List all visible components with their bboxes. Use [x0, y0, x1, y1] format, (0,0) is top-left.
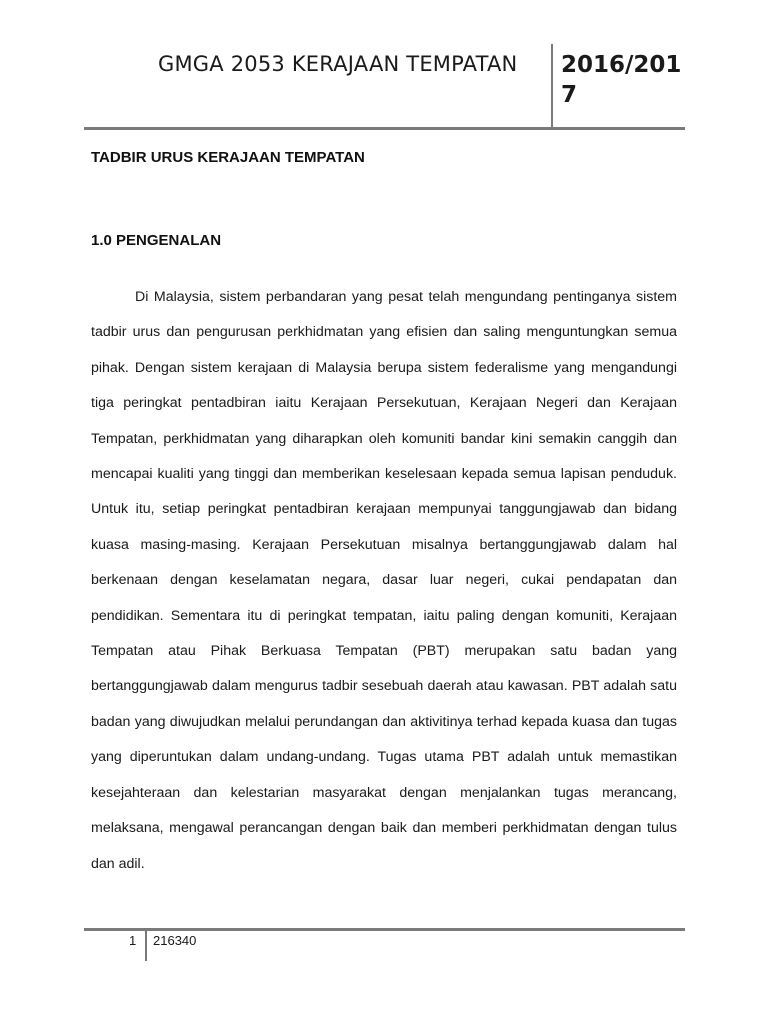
page-number: 1 [129, 933, 137, 948]
academic-year: 2016/2017 [561, 52, 682, 108]
student-id: 216340 [153, 933, 197, 948]
header-divider-horizontal [84, 127, 685, 130]
section-heading: 1.0 PENGENALAN [91, 232, 222, 249]
header-divider-vertical [551, 44, 553, 129]
footer-divider-vertical [145, 928, 147, 961]
course-title: GMGA 2053 KERAJAAN TEMPATAN [158, 52, 518, 76]
footer-divider-horizontal [84, 928, 685, 931]
body-paragraph: Di Malaysia, sistem perbandaran yang pesat telah mengundang pentinganya sistem tadbir urus dan pengurusan perkhidmatan yang efisien dan saling menguntungkan semua pihak. Dengan sistem kerajaan di Malaysia berupa sistem federalisme yang mengandungi tiga peringkat pentadbiran iaitu Kerajaan Persekutuan, Kerajaan Negeri dan Kerajaan Tempatan, perkhidmatan yang diharapkan oleh komuniti bandar kini semakin canggih dan mencapai kualiti yang tinggi dan memberikan keselesaan kepada semua lapisan penduduk. Untuk itu, setiap peringkat pentadbiran kerajaan mempunyai tanggungjawab dan bidang kuasa masing-masing. Kerajaan Persekutuan misalnya bertanggungjawab dalam hal berkenaan dengan keselamatan negara, dasar luar negeri, cukai pendapatan dan pendidikan. Sementara itu di peringkat tempatan, iaitu paling dengan komuniti, Kerajaan Tempatan atau Pihak Berkuasa Tempatan (PBT) merupakan satu badan yang bertanggungjawab dalam mengurus tadbir sesebuah daerah atau kawasan. PBT adalah satu badan yang diwujudkan melalui perundangan dan aktivitinya terhad kepada kuasa dan tugas yang diperuntukan dalam undang-undang. Tugas utama PBT adalah untuk memastikan kesejahteraan dan kelestarian masyarakat dengan menjalankan tugas merancang, melaksana, mengawal perancangan dengan baik dan memberi perkhidmatan dengan tulus dan adil. [91, 289, 677, 872]
document-title: TADBIR URUS KERAJAAN TEMPATAN [91, 149, 365, 166]
